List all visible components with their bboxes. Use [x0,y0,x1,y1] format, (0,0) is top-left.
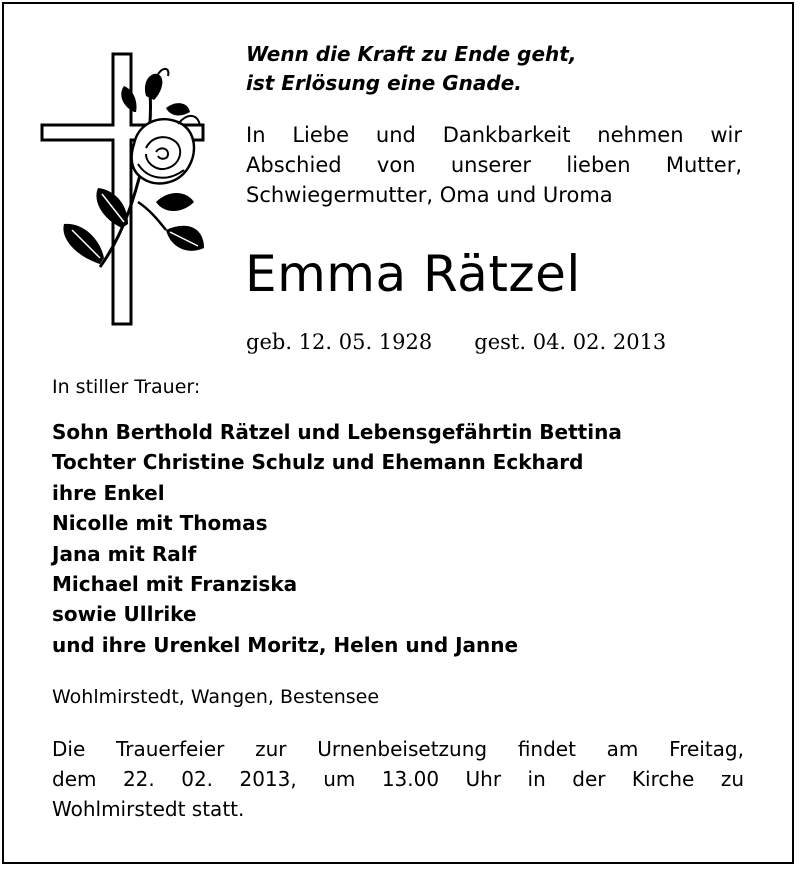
rose-bud [145,74,162,100]
leaf [166,226,204,251]
intro-line: In Liebe und Dankbarkeit nehmen wir [246,123,742,147]
family-list [52,417,622,660]
leaf [63,224,104,264]
birth-date: geb. 12. 05. 1928 [246,330,433,354]
cross-with-rose-icon [38,52,208,328]
intro-text [246,120,742,210]
intro-line: Schwiegermutter, Oma und Uroma [246,183,613,207]
death-date: gest. 04. 02. 2013 [474,330,667,354]
life-dates [246,327,666,357]
family-member: Michael mit Franziska [52,572,298,597]
ceremony-info [52,734,744,824]
deceased-name: Emma Rätzel [245,245,581,303]
family-member: Sohn Berthold Rätzel und Lebensgefährtin Bettina [52,420,622,444]
ceremony-line: Die Trauerfeier zur Urnenbeisetzung findet am Freitag, [52,737,744,761]
family-member: und ihre Urenkel Moritz, Helen und Janne [52,632,519,657]
ceremony-line: Wohlmirstedt statt. [52,797,245,821]
family-member: ihre Enkel [52,480,165,505]
verse-line: ist Erlösung eine Gnade. [246,71,522,95]
leaf [156,193,194,211]
family-member: sowie Ullrike [52,602,197,627]
leaf [166,103,190,115]
ceremony-line: dem 22. 02. 2013, um 13.00 Uhr in der Kirche zu [52,767,744,791]
family-member: Nicolle mit Thomas [52,511,268,536]
mourning-label: In stiller Trauer: [52,376,201,398]
verse-line: Wenn die Kraft zu Ende geht, [246,42,577,66]
verse [246,40,576,98]
family-member: Tochter Christine Schulz und Ehemann Eckhard [52,450,584,475]
family-member: Jana mit Ralf [52,541,197,566]
intro-line: Abschied von unserer lieben Mutter, [246,153,742,177]
places: Wohlmirstedt, Wangen, Bestensee [52,686,380,708]
